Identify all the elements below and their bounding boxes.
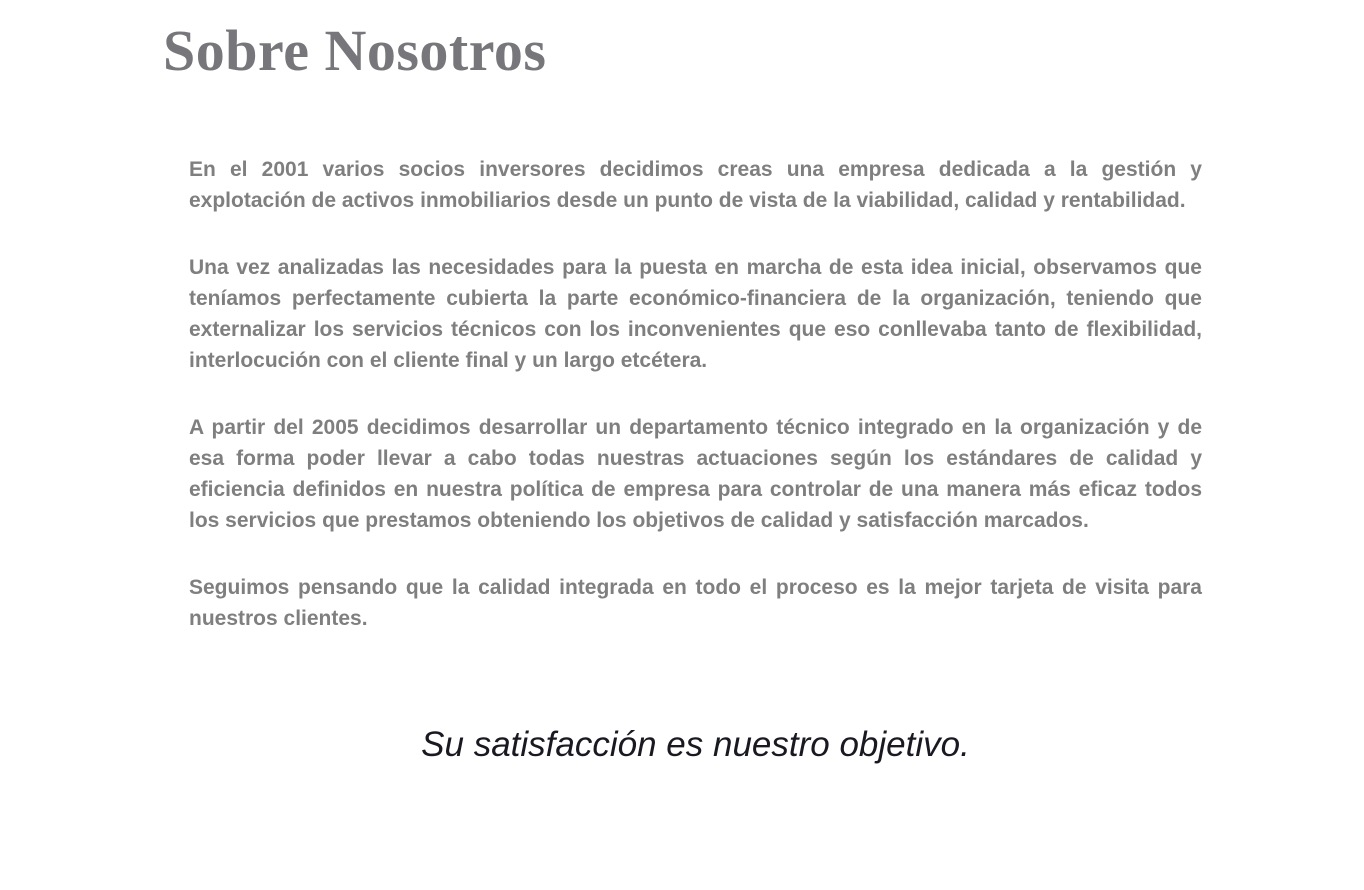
about-paragraph-3: A partir del 2005 decidimos desarrollar un departamento técnico integrado en la organización y de esa forma poder llevar a cabo todas nuestras actuaciones según los estándares de calidad y eficiencia definidos en nuestra política de empresa para controlar de una manera más eficaz todos los servicios que prestamos obteniendo los objetivos de calidad y satisfacción marcados. [189, 415, 1202, 532]
page-title: Sobre Nosotros [163, 18, 547, 83]
tagline: Su satisfacción es nuestro objetivo. [421, 724, 970, 764]
about-paragraph-1: En el 2001 varios socios inversores decidimos creas una empresa dedicada a la gestión y explotación de activos inmobiliarios desde un punto de vista de la viabilidad, calidad y rentabilidad. [189, 157, 1202, 212]
about-paragraph-2: Una vez analizadas las necesidades para la puesta en marcha de esta idea inicial, observamos que teníamos perfectamente cubierta la parte económico-financiera de la organización, teniendo que externalizar los servicios técnicos con los inconvenientes que eso conllevaba tanto de flexibilidad, interlocución con el cliente final y un largo etcétera. [189, 255, 1202, 372]
about-text-block [189, 154, 1202, 634]
about-paragraph-4: Seguimos pensando que la calidad integrada en todo el proceso es la mejor tarjeta de visita para nuestros clientes. [189, 575, 1202, 630]
